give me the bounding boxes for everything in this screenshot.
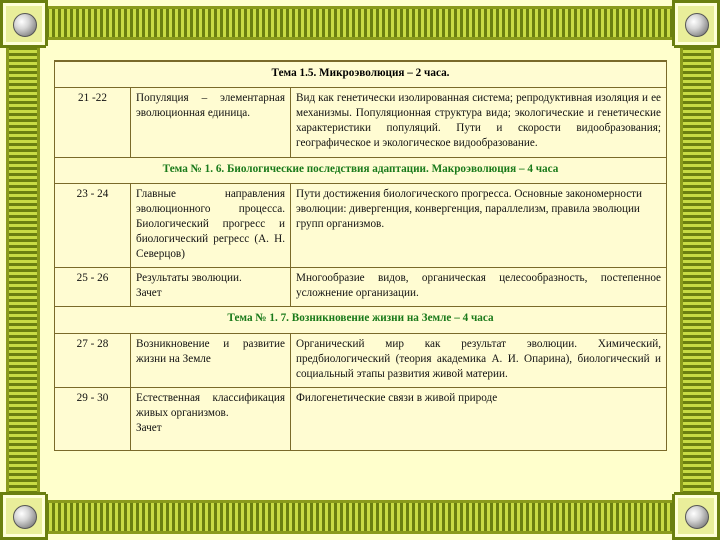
table-row [55,88,667,157]
section-header-row [55,157,667,183]
left-border-stripe [6,46,40,494]
topic-cell: Главные направления эволюционного процесса. Биологический прогресс и биологический регресс (А. Н. Северцов) [131,183,291,268]
corner-bottom-right [672,492,720,540]
bottom-border-stripe [46,500,674,534]
content-cell: Многообразие видов, органическая целесообразность, постепенное усложнение организации. [291,268,667,307]
table-row [55,183,667,268]
hours-cell: 23 - 24 [55,183,131,268]
curriculum-table [54,60,667,451]
corner-knob-icon [13,505,37,529]
content-cell: Филогенетические связи в живой природе [291,387,667,450]
table-row [55,268,667,307]
topic-line: Зачет [136,287,162,300]
corner-top-right [672,0,720,48]
section-header-row [55,61,667,88]
table-row [55,333,667,387]
hours-cell: 27 - 28 [55,333,131,387]
table-row [55,387,667,450]
corner-knob-icon [685,505,709,529]
content-cell: Вид как генетически изолированная система; репродуктивная изоляция и ее механизмы. Популяционная структура вида; экологические и генетические характеристики популяций. Пути и скорости видообразования; географическое и экологическое видообразование. [291,88,667,157]
hours-cell: 29 - 30 [55,387,131,450]
topic-cell [131,268,291,307]
corner-knob-icon [13,13,37,37]
section-header-row [55,307,667,333]
topic-cell: Популяция – элементарная эволюционная единица. [131,88,291,157]
hours-cell: 21 -22 [55,88,131,157]
topic-line: Результаты эволюции. [136,272,242,285]
content-cell: Органический мир как результат эволюции. Химический, предбиологический (теория академика А. И. Опарина), биологический и социальный этапы развития живой материи. [291,333,667,387]
top-border-stripe [46,6,674,40]
corner-knob-icon [685,13,709,37]
section-title: Тема № 1. 6. Биологические последствия адаптации. Макроэволюция – 4 часа [55,157,667,183]
topic-cell [131,387,291,450]
topic-cell: Возникновение и развитие жизни на Земле [131,333,291,387]
section-title: Тема 1.5. Микроэволюция – 2 часа. [55,61,667,88]
corner-bottom-left [0,492,48,540]
content-cell: Пути достижения биологического прогресса. Основные закономерности эволюции: дивергенция, конвергенция, параллелизм, правила эволюции групп организмов. [291,183,667,268]
section-title: Тема № 1. 7. Возникновение жизни на Земле – 4 часа [55,307,667,333]
topic-line: Зачет [136,422,162,435]
corner-top-left [0,0,48,48]
hours-cell: 25 - 26 [55,268,131,307]
right-border-stripe [680,46,714,494]
topic-line: Естественная классификация живых организмов. [136,391,285,419]
